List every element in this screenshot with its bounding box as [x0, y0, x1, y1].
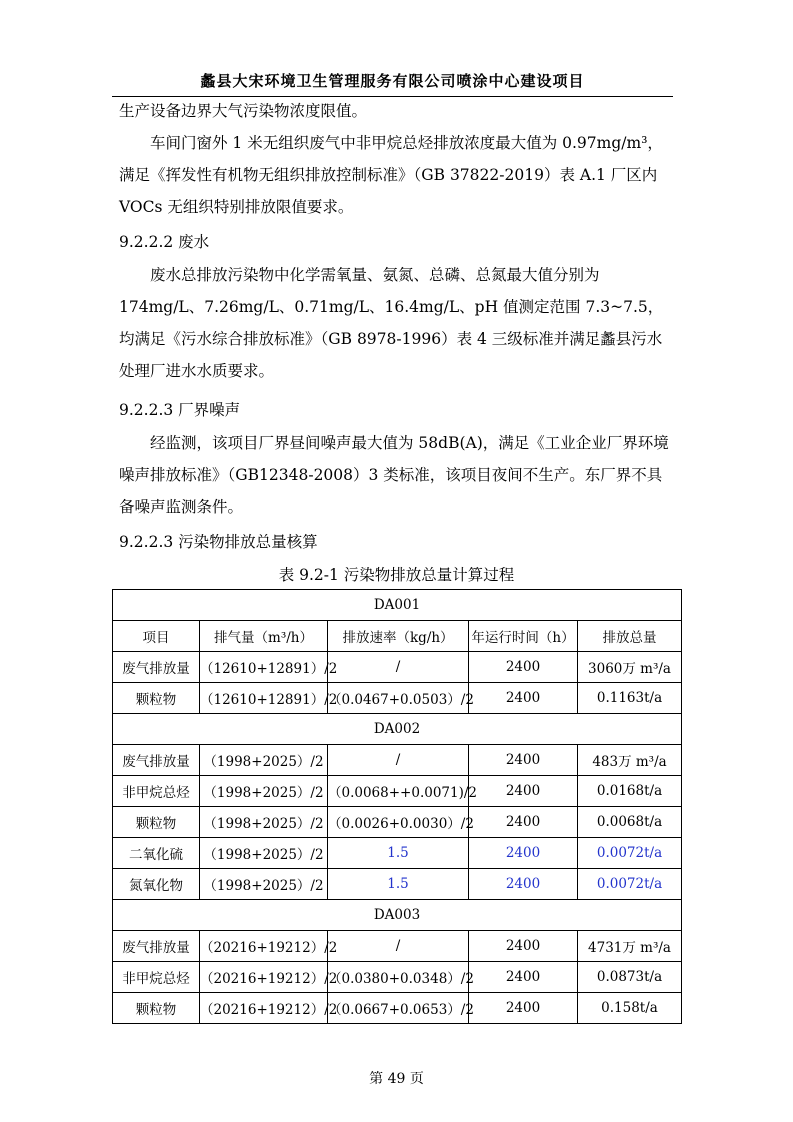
table-cell: （20216+19212）/2	[200, 931, 328, 962]
table-row	[113, 776, 682, 807]
table-cell: 颗粒物	[113, 993, 200, 1024]
table-cell: （0.0026+0.0030）/2	[328, 807, 469, 838]
table-cell: 2400	[469, 745, 578, 776]
table-cell-highlight: 1.5	[328, 838, 469, 869]
section-heading-total: 9.2.2.3 污染物排放总量核算	[119, 533, 318, 551]
table-cell: 2400	[469, 993, 578, 1024]
table-cell: （0.0667+0.0653）/2	[328, 993, 469, 1024]
table-cell: 0.158t/a	[578, 993, 682, 1024]
table-cell: 氮氧化物	[113, 869, 200, 900]
paragraph-continuation: 生产设备边界大气污染物浓度限值。	[119, 102, 368, 120]
table-cell: /	[328, 931, 469, 962]
table-cell: （12610+12891）/2	[200, 683, 328, 714]
table-cell: （1998+2025）/2	[200, 807, 328, 838]
table-cell: （1998+2025）/2	[200, 776, 328, 807]
table-cell-highlight: 0.0072t/a	[578, 869, 682, 900]
table-row	[113, 869, 682, 900]
table-cell: （0.0467+0.0503）/2	[328, 683, 469, 714]
table-cell-highlight: 2400	[469, 869, 578, 900]
section-heading-wastewater: 9.2.2.2 废水	[119, 233, 210, 251]
table-cell: （0.0068++0.0071)/2	[328, 776, 469, 807]
table-cell: 颗粒物	[113, 807, 200, 838]
table-cell-highlight: 2400	[469, 838, 578, 869]
section-row	[113, 900, 682, 931]
table-cell: （12610+12891）/2	[200, 652, 328, 683]
table-row	[113, 993, 682, 1024]
table-cell: 2400	[469, 962, 578, 993]
table-cell: 483万 m³/a	[578, 745, 682, 776]
page-number: 第 49 页	[369, 1071, 424, 1087]
table-cell: （20216+19212）/2	[200, 993, 328, 1024]
table-cell: 0.1163t/a	[578, 683, 682, 714]
column-header: 排放总量	[578, 621, 682, 652]
table-row	[113, 838, 682, 869]
table-cell-highlight: 0.0072t/a	[578, 838, 682, 869]
table-cell: /	[328, 745, 469, 776]
table-cell: 2400	[469, 807, 578, 838]
table-cell: /	[328, 652, 469, 683]
section-label: DA001	[113, 590, 682, 621]
table-cell-highlight: 1.5	[328, 869, 469, 900]
table-cell: 非甲烷总烃	[113, 776, 200, 807]
document-header: 蠡县大宋环境卫生管理服务有限公司喷涂中心建设项目	[112, 70, 673, 97]
table-cell: 二氧化硫	[113, 838, 200, 869]
table-row	[113, 683, 682, 714]
table-cell: 废气排放量	[113, 931, 200, 962]
table-cell: （1998+2025）/2	[200, 869, 328, 900]
table-row	[113, 962, 682, 993]
table-cell: （1998+2025）/2	[200, 838, 328, 869]
table-cell: 0.0068t/a	[578, 807, 682, 838]
paragraph-fugitive-gas: 车间门窗外 1 米无组织废气中非甲烷总烃排放浓度最大值为 0.97mg/m³，满足《挥发性有机物无组织排放控制标准》（GB 37822-2019）表 A.1 厂区内 VOCs 无组织特别排放限值要求。	[119, 134, 663, 216]
column-header: 年运行时间（h）	[469, 621, 578, 652]
table-cell: 2400	[469, 931, 578, 962]
section-row	[113, 590, 682, 621]
table-cell: 3060万 m³/a	[578, 652, 682, 683]
table-cell: 2400	[469, 776, 578, 807]
table-cell: 4731万 m³/a	[578, 931, 682, 962]
table-cell: 2400	[469, 652, 578, 683]
table-caption: 表 9.2-1 污染物排放总量计算过程	[278, 566, 515, 584]
table-header-row	[113, 621, 682, 652]
table-cell: 颗粒物	[113, 683, 200, 714]
table-cell: 0.0168t/a	[578, 776, 682, 807]
column-header: 排放速率（kg/h）	[328, 621, 469, 652]
table-cell: 2400	[469, 683, 578, 714]
table-row	[113, 807, 682, 838]
table-row	[113, 931, 682, 962]
table-cell: 废气排放量	[113, 745, 200, 776]
table-cell: （20216+19212）/2	[200, 962, 328, 993]
table-row	[113, 745, 682, 776]
section-label: DA002	[113, 714, 682, 745]
table-cell: （0.0380+0.0348）/2	[328, 962, 469, 993]
section-row	[113, 714, 682, 745]
paragraph-wastewater: 废水总排放污染物中化学需氧量、氨氮、总磷、总氮最大值分别为 174mg/L、7.26mg/L、0.71mg/L、16.4mg/L、pH 值测定范围 7.3~7.5，均满足《污水综合排放标准》（GB 8978-1996）表 4 三级标准并满足蠡县污水处理厂进水水质要求。	[119, 266, 664, 380]
section-heading-noise: 9.2.2.3 厂界噪声	[119, 401, 241, 419]
column-header: 项目	[113, 621, 200, 652]
column-header: 排气量（m³/h）	[200, 621, 328, 652]
table-cell: 0.0873t/a	[578, 962, 682, 993]
section-label: DA003	[113, 900, 682, 931]
table-cell: 非甲烷总烃	[113, 962, 200, 993]
table-cell: （1998+2025）/2	[200, 745, 328, 776]
table-cell: 废气排放量	[113, 652, 200, 683]
table-row	[113, 652, 682, 683]
pollutant-total-table	[112, 589, 682, 1024]
paragraph-noise: 经监测，该项目厂界昼间噪声最大值为 58dB(A)，满足《工业企业厂界环境噪声排放标准》（GB12348-2008）3 类标准，该项目夜间不生产。东厂界不具备噪声监测条件。	[119, 434, 669, 516]
